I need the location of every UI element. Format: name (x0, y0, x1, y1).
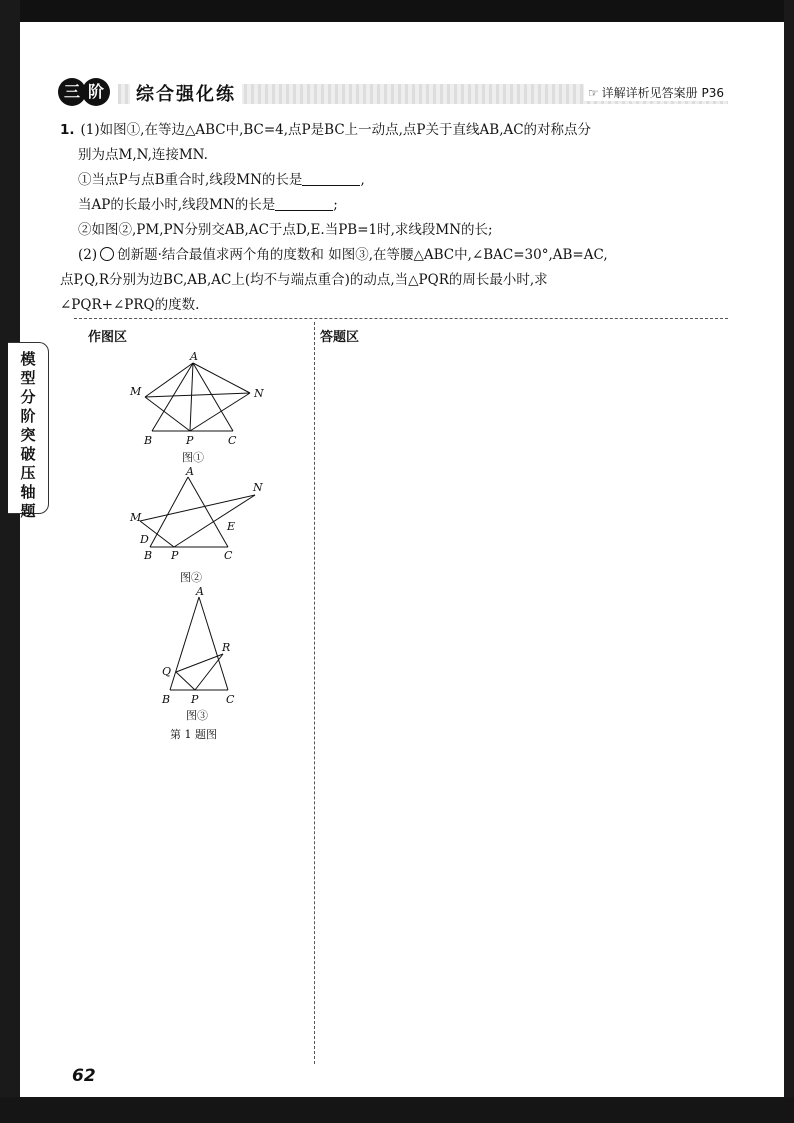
fig2-label-N: N (253, 481, 263, 494)
fig2-segment-MN (140, 495, 255, 521)
question-line-5 (60, 218, 730, 243)
fig2-label-P: P (171, 549, 179, 562)
area-divider-vertical (314, 322, 315, 1064)
fig2-segment-AC (188, 477, 228, 547)
scan-border-top (0, 0, 794, 22)
lightbulb-icon (100, 247, 114, 261)
fig1-label-M: M (130, 385, 142, 398)
question-line-6 (60, 243, 730, 268)
scan-border-right (784, 0, 794, 1123)
fig1-segment-MP (145, 397, 190, 431)
fig3-label-C: C (226, 693, 235, 706)
fig3-segment-QP (176, 672, 195, 690)
fig3-segment-AB (170, 597, 199, 690)
scan-border-bottom (0, 1097, 794, 1123)
section-title: 综合强化练 (130, 80, 242, 106)
fig2-label-A: A (186, 465, 194, 478)
page-number: 62 (72, 1066, 96, 1086)
question-number: 1. (60, 122, 75, 138)
fig2-label-C: C (224, 549, 233, 562)
question-text-7: 点P,Q,R分别为边BC,AB,AC上(均不与端点重合)的动点,当△PQR的周长最小时,求 (60, 272, 548, 288)
fig1-segment-MN (145, 393, 250, 397)
question-line-3 (60, 168, 730, 193)
fig3-caption: 图③ (186, 709, 208, 722)
question-line-7 (60, 268, 730, 293)
punct-1: , (360, 172, 365, 188)
pointing-hand-icon: ☞ (587, 86, 599, 100)
fig2-label-D: D (140, 533, 149, 546)
fig2-label-E: E (227, 520, 236, 533)
badge-char-1: 三 (58, 78, 86, 106)
figures-group-caption: 第 1 题图 (170, 728, 217, 741)
scan-border-left (0, 0, 20, 1123)
fig2-segment-AB (150, 477, 188, 547)
fig2-label-B: B (144, 549, 153, 562)
figure-1 (145, 363, 250, 431)
fig1-label-P: P (186, 434, 194, 447)
answer-reference-text: 详解详析见答案册 P36 (601, 86, 724, 100)
fig3-label-Q: Q (162, 665, 172, 678)
fig1-segment-AP (190, 363, 193, 431)
question-text-4: 当AP的长最小时,线段MN的长是 (78, 197, 276, 213)
question-text-2: 别为点M,N,连接MN. (78, 147, 208, 163)
fig1-label-N: N (254, 387, 264, 400)
fig2-caption: 图② (180, 571, 202, 584)
drawing-area-label: 作图区 (88, 330, 128, 345)
question-line-1 (60, 118, 730, 143)
fig1-label-B: B (144, 434, 153, 447)
question-text-3: ①当点P与点B重合时,线段MN的长是 (78, 172, 303, 188)
fig3-label-B: B (162, 693, 171, 706)
question-line-2 (60, 143, 730, 168)
answer-area-label: 答题区 (320, 330, 360, 345)
fig1-label-C: C (228, 434, 237, 447)
fig3-label-R: R (222, 641, 231, 654)
fig1-segment-AB (152, 363, 193, 431)
fig2-label-M: M (130, 511, 142, 524)
level-badge (58, 78, 112, 106)
question-text-8: ∠PQR+∠PRQ的度数. (60, 297, 200, 313)
fig3-label-A: A (196, 585, 204, 598)
badge-char-2: 阶 (82, 78, 110, 106)
chapter-side-tab-text: 模型分阶突破压轴题 (20, 350, 36, 520)
fig1-caption: 图① (182, 451, 204, 464)
figure-3 (170, 597, 231, 690)
question-text-6: 创新题·结合最值求两个角的度数和 如图③,在等腰△ABC中,∠BAC=30°,AB=AC, (117, 247, 608, 263)
fig1-segment-NP (190, 393, 250, 431)
geometry-figures (100, 345, 300, 765)
question-line-8 (60, 293, 730, 318)
fig1-label-A: A (190, 350, 198, 363)
section-header (58, 78, 728, 108)
answer-reference (584, 84, 728, 101)
punct-2: ; (333, 197, 338, 213)
area-divider-horizontal (74, 318, 728, 319)
question-text-1: (1)如图①,在等边△ABC中,BC=4,点P是BC上一动点,点P关于直线AB,AC的对称点分 (80, 122, 592, 138)
figure-2 (140, 477, 255, 547)
fig3-label-P: P (191, 693, 199, 706)
question-part-2: (2) (78, 247, 98, 263)
answer-blank-1[interactable] (302, 171, 360, 186)
fig2-segment-NP (174, 495, 255, 547)
fig1-segment-MA (145, 363, 193, 397)
question-text-5: ②如图②,PM,PN分别交AB,AC于点D,E.当PB=1时,求线段MN的长; (78, 222, 493, 238)
answer-blank-2[interactable] (275, 196, 333, 211)
question-line-4 (60, 193, 730, 218)
question-1 (60, 118, 730, 318)
